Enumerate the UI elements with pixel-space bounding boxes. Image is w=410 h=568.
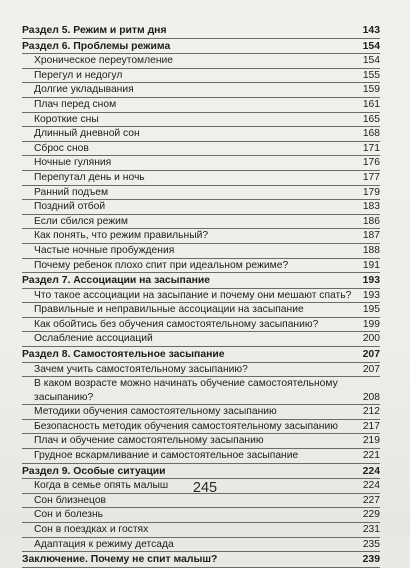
toc-entry-title: Раздел 9. Особые ситуации: [22, 465, 166, 477]
toc-entry: [22, 69, 380, 84]
toc-entry-page: 207: [362, 349, 380, 361]
toc-entry-title: Грудное вскармливание и самостоятельное засыпание: [34, 450, 299, 462]
toc-entry: [22, 54, 380, 69]
toc-entry-title: Перегул и недогул: [34, 69, 123, 81]
toc-entry-title: Долгие укладывания: [34, 84, 134, 96]
toc-section-entry: [22, 465, 380, 480]
toc-entry-page: 183: [362, 201, 380, 213]
toc-entry: [22, 508, 380, 523]
toc-entry: [22, 200, 380, 215]
toc-entry-page: 187: [362, 230, 380, 242]
toc-entry-title: Сброс снов: [34, 142, 89, 154]
toc-entry-page: 193: [362, 275, 380, 287]
toc-entry-title: Почему ребенок плохо спит при идеальном режиме?: [34, 259, 289, 271]
toc-entry: [22, 113, 380, 128]
toc-entry: [22, 142, 380, 157]
toc-entry: [22, 332, 380, 347]
toc-entry-title: Как понять, что режим правильный?: [34, 230, 209, 242]
toc-entry-title: Сон и болезнь: [34, 509, 104, 521]
toc-entry-title: Что такое ассоциации на засыпание и почему они мешают спать?: [34, 289, 352, 301]
toc-entry-page: 159: [362, 84, 380, 96]
toc-entry: [22, 523, 380, 538]
toc-entry-page: 208: [362, 391, 380, 403]
toc-entry: [22, 289, 380, 304]
toc-entry-title: Длинный дневной сон: [34, 128, 140, 140]
toc-entry-page: 221: [362, 450, 380, 462]
toc-entry-title: Хроническое переутомление: [34, 55, 174, 67]
toc-entry: [22, 156, 380, 171]
toc-entry-page: 186: [362, 215, 380, 227]
toc-entry-title: Адаптация к режиму детсада: [34, 538, 174, 550]
toc-entry: [22, 98, 380, 113]
toc-entry: [22, 538, 380, 553]
toc-entry-title: Сон близнецов: [34, 494, 107, 506]
toc-entry: [22, 171, 380, 186]
toc-entry-title: Заключение. Почему не спит малыш?: [22, 554, 218, 566]
toc-entry-title: Как обойтись без обучения самостоятельному засыпанию?: [34, 318, 319, 330]
toc-entry: [22, 494, 380, 509]
toc-entry: [22, 259, 380, 274]
toc-entry: [22, 244, 380, 259]
toc-entry-title: Ранний подъем: [34, 186, 109, 198]
toc-entry-title: Ослабление ассоциаций: [34, 333, 153, 345]
toc-entry: [22, 303, 380, 318]
toc-section-entry: [22, 24, 380, 39]
toc-entry-title: Поздний отбой: [34, 201, 106, 213]
toc-entry-title: Сон в поездках и гостях: [34, 524, 149, 535]
toc-entry: [22, 318, 380, 333]
toc-entry-page: 239: [362, 554, 380, 566]
toc-entry: [22, 405, 380, 420]
toc-entry-page: 155: [362, 69, 380, 81]
toc-entry-page: 212: [362, 406, 380, 418]
toc-entry-page: 231: [362, 524, 380, 535]
toc-entry-page: 195: [362, 304, 380, 316]
toc-section-entry: [22, 274, 380, 289]
toc-entry-page: 200: [362, 333, 380, 345]
toc-entry-title: Раздел 6. Проблемы режима: [22, 40, 171, 52]
toc-entry-title: Короткие сны: [34, 113, 99, 125]
toc-entry-page: 217: [362, 420, 380, 432]
toc-entry: [22, 186, 380, 201]
toc-entry-title: Ночные гуляния: [34, 157, 112, 169]
toc-entry-title: Раздел 5. Режим и ритм дня: [22, 25, 167, 36]
toc-entry-page: 154: [362, 55, 380, 67]
toc-entry: [22, 229, 380, 244]
toc-entry-page: 154: [362, 40, 380, 52]
toc-entry-page: 207: [362, 363, 380, 375]
toc-entry-page: 219: [362, 435, 380, 447]
toc-entry-page: 229: [362, 509, 380, 521]
toc-entry-page: 168: [362, 128, 380, 140]
toc-entry-page: 161: [362, 98, 380, 110]
toc-entry-page: 235: [362, 538, 380, 550]
toc-entry-title: Безопасность методик обучения самостоятельному засыпанию: [34, 420, 338, 432]
toc-entry: [22, 215, 380, 230]
toc-entry-page: 227: [362, 494, 380, 506]
toc-entry: [22, 434, 380, 449]
toc-entry: [22, 83, 380, 98]
toc-entry-page: 165: [362, 113, 380, 125]
toc-entry-page: 191: [362, 259, 380, 271]
toc-entry-title: Перепутал день и ночь: [34, 171, 145, 183]
toc-entry-page: 176: [362, 157, 380, 169]
toc-entry-page: 143: [362, 25, 380, 36]
toc-entry-title: Частые ночные пробуждения: [34, 244, 175, 256]
toc-entry-page: 188: [362, 244, 380, 256]
toc-entry-page: 193: [362, 289, 380, 301]
toc-entry-title: В каком возрасте можно начинать обучение самостоятельному засыпанию?: [34, 378, 338, 403]
toc-section-entry: [22, 348, 380, 363]
toc-entry: [22, 377, 380, 405]
toc-entry: [22, 127, 380, 142]
toc-entry-page: 199: [362, 318, 380, 330]
toc-entry: [22, 449, 380, 464]
toc-entry: [22, 363, 380, 378]
toc-entry-title: Плач и обучение самостоятельному засыпанию: [34, 435, 264, 447]
toc-entry-title: Правильные и неправильные ассоциации на засыпание: [34, 304, 304, 316]
toc-entry-page: 224: [362, 465, 380, 477]
toc-entry-page: 179: [362, 186, 380, 198]
toc-entry-title: Если сбился режим: [34, 215, 128, 227]
toc-entry-title: Методики обучения самостоятельному засыпанию: [34, 406, 277, 418]
toc-entry-page: 171: [362, 142, 380, 154]
toc-entry: [22, 420, 380, 435]
page-number: 245: [192, 480, 218, 496]
toc-entry-title: Раздел 7. Ассоциации на засыпание: [22, 275, 211, 287]
toc-section-entry: [22, 553, 380, 568]
toc-entry-title: Зачем учить самостоятельному засыпанию?: [34, 363, 248, 375]
toc-entry-title: Когда в семье опять малыш: [34, 480, 169, 492]
toc-entry-page: 224: [362, 480, 380, 492]
toc-section-entry: [22, 40, 380, 55]
toc-entry-title: Раздел 8. Самостоятельное засыпание: [22, 349, 225, 361]
toc-entry-page: 177: [362, 171, 380, 183]
toc-entry-title: Плач перед сном: [34, 98, 117, 110]
